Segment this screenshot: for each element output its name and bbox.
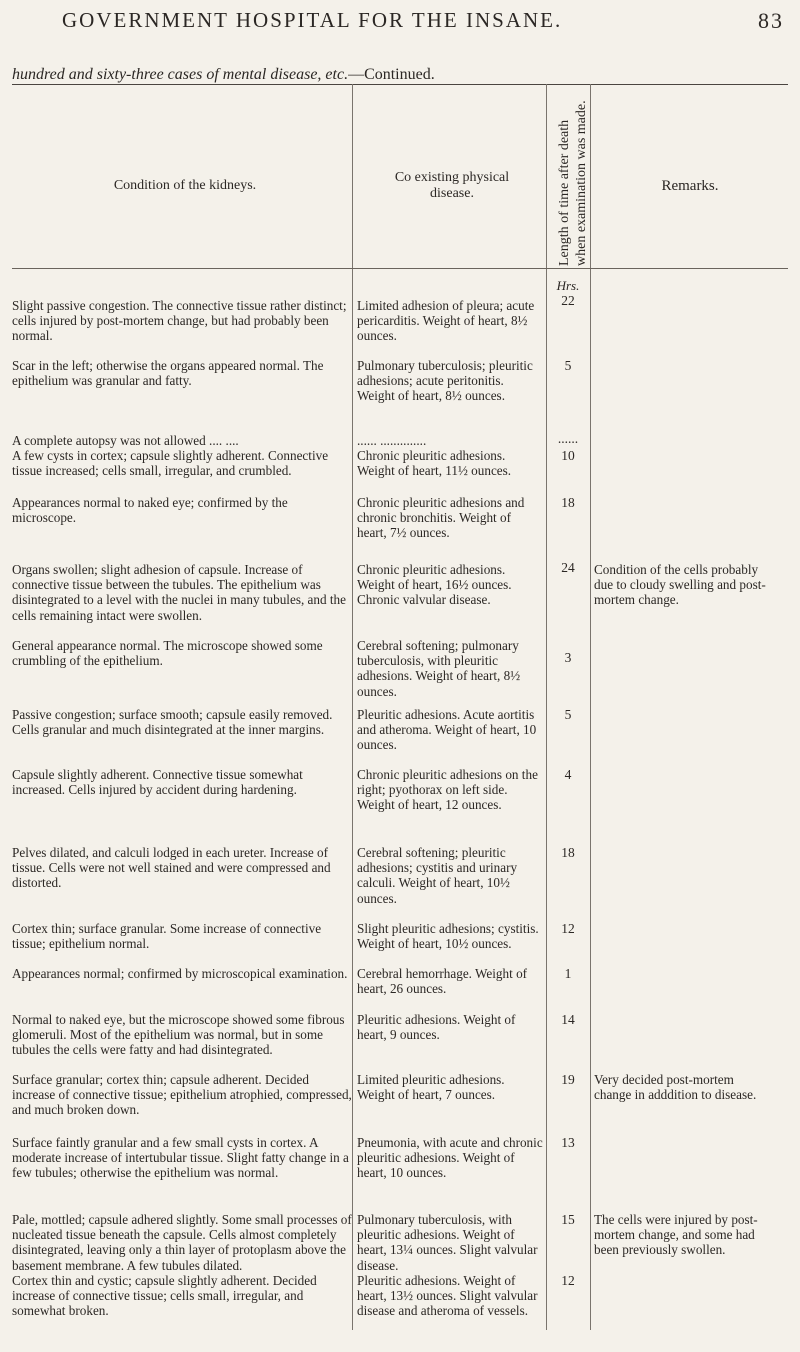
table-caption <box>12 66 435 84</box>
table-row-kidneys: General appearance normal. The microscope showed some crumbling of the epithelium. <box>12 638 323 669</box>
table-row-hours: 12 <box>561 1273 575 1288</box>
table-row-hours: 13 <box>561 1135 575 1150</box>
column-header-kidneys: Condition of the kidneys. <box>113 178 257 193</box>
table-row-hours: 1 <box>564 966 572 981</box>
table-row-kidneys: Cortex thin; surface granular. Some increase of connective tissue; epithelium normal. <box>12 921 322 952</box>
column-header-remarks: Remarks. <box>661 178 719 194</box>
table-row-kidneys: A few cysts in cortex; capsule slightly adherent. Connective tissue increased; cells small, irregular, and crumbled. <box>12 448 329 479</box>
table-row-hours: 12 <box>561 921 575 936</box>
table-row-coexisting: Cerebral softening; pleuritic adhesions; cystitis and urinary calculi. Weight of heart, 10½ ounces. <box>357 845 518 906</box>
column-divider <box>590 84 591 1330</box>
column-divider <box>352 84 353 1330</box>
table-row-hours: 5 <box>564 707 572 722</box>
page-number: 83 <box>758 8 784 33</box>
table-row-hours: 22 <box>561 293 575 308</box>
table-row-kidneys: Appearances normal; confirmed by microscopical examination. <box>12 966 348 981</box>
hours-unit: Hrs. <box>556 278 580 293</box>
table-row-remarks: Very decided post-mortem change in adddition to disease. <box>594 1072 757 1103</box>
table-row-remarks: Condition of the cells probably due to cloudy swelling and post-mortem change. <box>594 562 766 608</box>
top-rule <box>12 84 788 85</box>
table-row-coexisting: ...... .............. <box>357 433 427 448</box>
table-row-coexisting: Pneumonia, with acute and chronic pleuritic adhesions. Weight of heart, 10 ounces. <box>357 1135 543 1181</box>
table-row-hours: 10 <box>561 448 575 463</box>
running-title: GOVERNMENT HOSPITAL FOR THE INSANE. <box>62 8 563 32</box>
table-row-coexisting: Cerebral hemorrhage. Weight of heart, 26 ounces. <box>357 966 528 997</box>
table-row-hours: 18 <box>561 845 575 860</box>
header-rule <box>12 268 788 269</box>
caption-continued: —Continued. <box>348 66 435 83</box>
table-row-kidneys: Capsule slightly adherent. Connective tissue somewhat increased. Cells injured by accident during hardening. <box>12 767 303 798</box>
table-row-coexisting: Chronic pleuritic adhesions. Weight of heart, 16½ ounces. Chronic valvular disease. <box>357 562 512 608</box>
table-row-coexisting: Chronic pleuritic adhesions. Weight of heart, 11½ ounces. <box>357 448 512 479</box>
table-row-hours: 5 <box>564 358 572 373</box>
table-row-coexisting: Pleuritic adhesions. Weight of heart, 9 ounces. <box>357 1012 516 1043</box>
page-header <box>12 8 788 38</box>
table-row-hours: 15 <box>561 1212 575 1227</box>
table-row-coexisting: Pulmonary tuberculosis; pleuritic adhesions; acute peritonitis. Weight of heart, 8½ ounces. <box>357 358 533 404</box>
table-row-kidneys: Appearances normal to naked eye; confirmed by the microscope. <box>12 495 288 526</box>
caption-text: hundred and sixty-three cases of mental disease, etc. <box>12 66 349 83</box>
table-row-coexisting: Pleuritic adhesions. Acute aortitis and atheroma. Weight of heart, 10 ounces. <box>357 707 537 753</box>
table-row-hours: 24 <box>561 560 575 575</box>
table-row-coexisting: Pleuritic adhesions. Weight of heart, 13½ ounces. Slight valvular disease and atheroma of vessels. <box>357 1273 538 1319</box>
table-row-kidneys: Slight passive congestion. The connective tissue rather distinct; cells injured by post-mortem change, but had probably been normal. <box>12 298 347 344</box>
column-divider <box>546 84 547 1330</box>
table-row-kidneys: Pale, mottled; capsule adhered slightly. Some small processes of nucleated tissue beneath the capsule. Cells almost completely disintegrated, leaving only a thin layer of protoplasm above the basement membrane. A few tubules dilated. <box>12 1212 352 1273</box>
table-row-kidneys: Surface granular; cortex thin; capsule adherent. Decided increase of connective tissue; epithelium atrophied, compressed, and much broken down. <box>12 1072 352 1118</box>
table-row-coexisting: Chronic pleuritic adhesions on the right; pyothorax on left side. Weight of heart, 12 ounces. <box>357 767 538 813</box>
table-row-hours: 18 <box>561 495 575 510</box>
table-row-kidneys: Pelves dilated, and calculi lodged in each ureter. Increase of tissue. Cells were not well stained and were compressed and distorted. <box>12 845 331 891</box>
table-row-kidneys: A complete autopsy was not allowed .... .... <box>12 433 239 448</box>
table-row-kidneys: Cortex thin and cystic; capsule slightly adherent. Decided increase of connective tissue; cells small, irregular, and somewhat broken. <box>12 1273 317 1319</box>
table-row-coexisting: Limited adhesion of pleura; acute pericarditis. Weight of heart, 8½ ounces. <box>357 298 535 344</box>
table-row-remarks: The cells were injured by post-mortem change, and some had been previously swollen. <box>594 1212 758 1258</box>
table-row-coexisting: Slight pleuritic adhesions; cystitis. Weight of heart, 10½ ounces. <box>357 921 539 952</box>
table-row-hours: 19 <box>561 1072 575 1087</box>
table-row-kidneys: Normal to naked eye, but the microscope showed some fibrous glomeruli. Most of the epithelium was normal, but in some tubules the cells were fatty and had disintegrated. <box>12 1012 345 1058</box>
table-row-coexisting: Chronic pleuritic adhesions and chronic bronchitis. Weight of heart, 7½ ounces. <box>357 495 525 541</box>
table-row-kidneys: Surface faintly granular and a few small cysts in cortex. A moderate increase of intertubular tissue. Slight fatty change in a few tubules; otherwise the epithelium was normal. <box>12 1135 349 1181</box>
table-row-coexisting: Limited pleuritic adhesions. Weight of heart, 7 ounces. <box>357 1072 505 1103</box>
table-row-kidneys: Scar in the left; otherwise the organs appeared normal. The epithelium was granular and fatty. <box>12 358 324 389</box>
table-row-hours: 14 <box>561 1012 575 1027</box>
table-row-kidneys: Passive congestion; surface smooth; capsule easily removed. Cells granular and much disintegrated at the inner margins. <box>12 707 333 738</box>
table-row-hours: 4 <box>564 767 572 782</box>
table-row-coexisting: Cerebral softening; pulmonary tuberculosis, with pleuritic adhesions. Weight of heart, 8½ ounces. <box>357 638 521 699</box>
table-row-hours: ...... <box>557 431 579 446</box>
column-header-length: Length of time after death when examination was made. <box>557 100 589 266</box>
table-row-kidneys: Organs swollen; slight adhesion of capsule. Increase of connective tissue between the tubules. The epithelium was disintegrated to a level with the nuclei in many tubules, and the cells remaining intact were swollen. <box>12 562 346 623</box>
table-row-hours: 3 <box>564 650 572 665</box>
column-header-coexisting: Co existing physical disease. <box>394 170 510 201</box>
table-row-coexisting: Pulmonary tuberculosis, with pleuritic adhesions. Weight of heart, 13¼ ounces. Slight valvular disease. <box>357 1212 538 1273</box>
